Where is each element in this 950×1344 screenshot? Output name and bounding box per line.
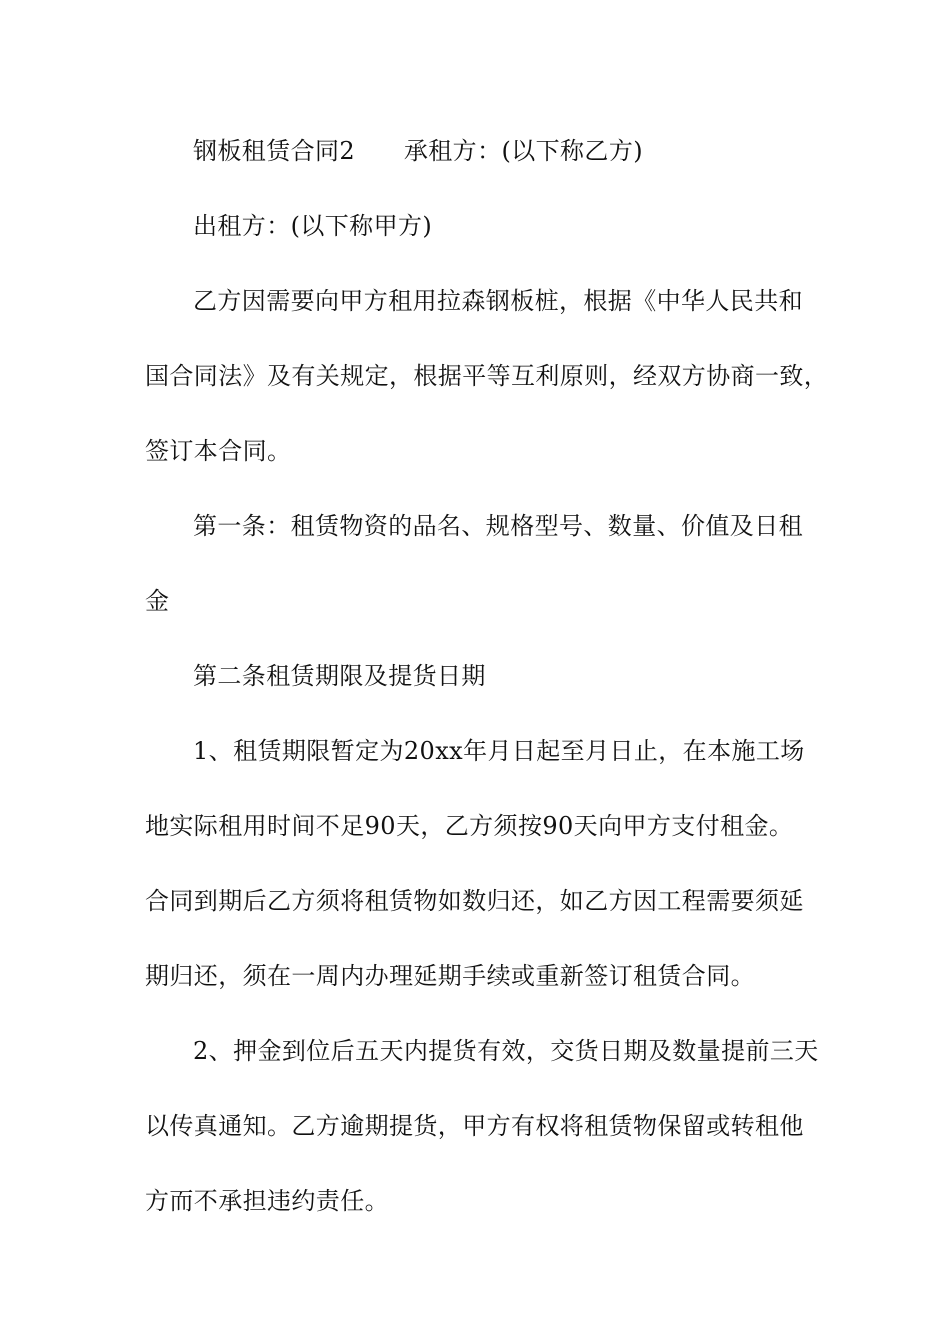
paragraph-line: 第一条：租赁物资的品名、规格型号、数量、价值及日租 bbox=[193, 512, 803, 540]
paragraph-line: 方而不承担违约责任。 bbox=[145, 1187, 389, 1215]
paragraph-line: 合同到期后乙方须将租赁物如数归还，如乙方因工程需要须延 bbox=[145, 887, 804, 915]
paragraph-line: 出租方：(以下称甲方) bbox=[193, 212, 433, 240]
paragraph-line: 地实际租用时间不足90天，乙方须按90天向甲方支付租金。 bbox=[145, 812, 794, 840]
paragraph-line: 第二条租赁期限及提货日期 bbox=[193, 662, 486, 690]
paragraph-line: 2、押金到位后五天内提货有效，交货日期及数量提前三天 bbox=[193, 1037, 819, 1065]
paragraph-line: 期归还，须在一周内办理延期手续或重新签订租赁合同。 bbox=[145, 962, 755, 990]
paragraph-line: 以传真通知。乙方逾期提货，甲方有权将租赁物保留或转租他 bbox=[145, 1112, 804, 1140]
paragraph-line: 乙方因需要向甲方租用拉森钢板桩，根据《中华人民共和 bbox=[193, 287, 803, 315]
paragraph-line: 签订本合同。 bbox=[145, 437, 292, 465]
paragraph-line: 钢板租赁合同2 承租方：(以下称乙方) bbox=[193, 137, 643, 165]
paragraph-line: 国合同法》及有关规定，根据平等互利原则，经双方协商一致， bbox=[145, 362, 829, 390]
paragraph-line: 1、租赁期限暂定为20xx年月日起至月日止，在本施工场 bbox=[193, 737, 805, 765]
paragraph-line: 金 bbox=[145, 587, 170, 615]
